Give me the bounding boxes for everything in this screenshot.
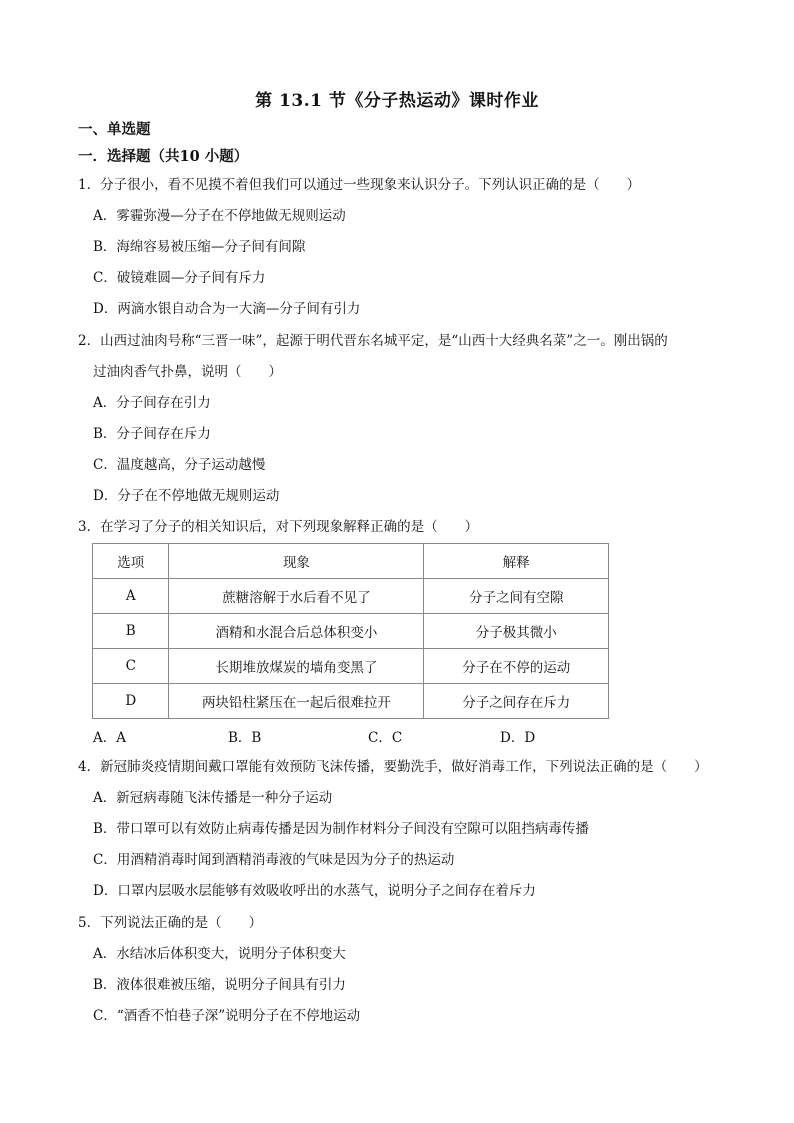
question-stem-continued: 过油肉香气扑鼻，说明（ ）: [93, 364, 282, 380]
table-cell: 酒精和水混合后总体积变小: [169, 614, 424, 649]
table-cell: 分子在不停的运动: [424, 649, 609, 684]
question-stem: 3．在学习了分子的相关知识后，对下列现象解释正确的是（ ）: [78, 519, 479, 535]
table-row: [93, 614, 609, 649]
question-option: B．分子间存在斥力: [93, 426, 211, 442]
table-header-cell: 选项: [93, 544, 169, 579]
table-cell: A: [93, 579, 169, 614]
table-cell: 蔗糖溶解于水后看不见了: [169, 579, 424, 614]
question-option: C．“酒香不怕巷子深”说明分子在不停地运动: [93, 1008, 361, 1024]
table-cell: 分子之间存在斥力: [424, 684, 609, 719]
question-option: B．海绵容易被压缩—分子间有间隙: [93, 239, 306, 255]
table-header-row: [93, 544, 609, 579]
question-stem: 2．山西过油肉号称“三晋一味”，起源于明代晋东名城平定，是“山西十大经典名菜”之一。刚出锅的: [78, 333, 668, 349]
question-option: A．水结冰后体积变大，说明分子体积变大: [93, 946, 346, 962]
table-cell: C: [93, 649, 169, 684]
table-cell: 两块铅柱紧压在一起后很难拉开: [169, 684, 424, 719]
question-stem: 4．新冠肺炎疫情期间戴口罩能有效预防飞沫传播，要勤洗手，做好消毒工作，下列说法正确的是（ ）: [78, 759, 708, 775]
table-cell: 分子极其微小: [424, 614, 609, 649]
question-option: A．雾霾弥漫—分子在不停地做无规则运动: [93, 208, 346, 224]
table-cell: 长期堆放煤炭的墙角变黑了: [169, 649, 424, 684]
question-option: B．B: [228, 730, 262, 746]
table-cell: B: [93, 614, 169, 649]
question-option: D．口罩内层吸水层能够有效吸收呼出的水蒸气，说明分子之间存在着斥力: [93, 883, 536, 899]
question-option: A．新冠病毒随飞沫传播是一种分子运动: [93, 790, 333, 806]
question-option: B．带口罩可以有效防止病毒传播是因为制作材料分子间没有空隙可以阻挡病毒传播: [93, 821, 589, 837]
question-option: C．用酒精消毒时闻到酒精消毒液的气味是因为分子的热运动: [93, 852, 455, 868]
question-option: A．分子间存在引力: [93, 395, 211, 411]
question-option: D．分子在不停地做无规则运动: [93, 488, 280, 504]
table-cell: 分子之间有空隙: [424, 579, 609, 614]
table-header-cell: 解释: [424, 544, 609, 579]
section-heading: 一、单选题: [78, 121, 151, 138]
question-option: D．两滴水银自动合为一大滴—分子间有引力: [93, 301, 361, 317]
question-option: C．温度越高，分子运动越慢: [93, 457, 266, 473]
subsection-heading: 一．选择题（共10 小题）: [78, 148, 249, 165]
question-option: D．D: [500, 730, 536, 746]
answer-table: [92, 543, 609, 719]
question-option: A．A: [93, 730, 126, 746]
table-row: [93, 684, 609, 719]
table-cell: D: [93, 684, 169, 719]
table-row: [93, 649, 609, 684]
question-option: B．液体很难被压缩，说明分子间具有引力: [93, 977, 346, 993]
question-stem: 1．分子很小，看不见摸不着但我们可以通过一些现象来认识分子。下列认识正确的是（ ）: [78, 177, 641, 193]
question-option: C．破镜难圆—分子间有斥力: [93, 270, 266, 286]
table-row: [93, 579, 609, 614]
question-option: C．C: [368, 730, 403, 746]
table-header-cell: 现象: [169, 544, 424, 579]
question-stem: 5．下列说法正确的是（ ）: [78, 915, 263, 931]
page-title: 第 13.1 节《分子热运动》课时作业: [255, 91, 539, 111]
